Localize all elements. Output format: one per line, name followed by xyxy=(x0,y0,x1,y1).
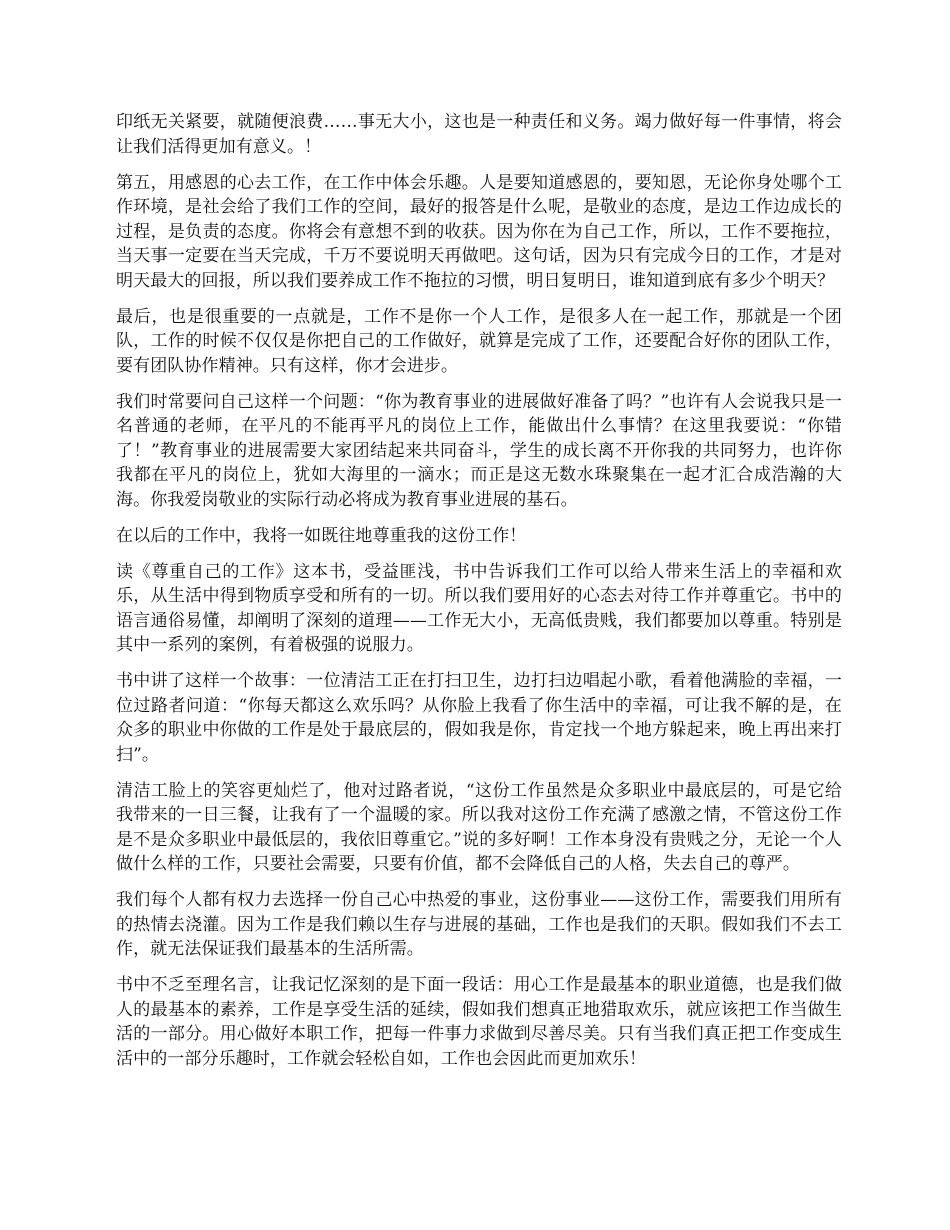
paragraph-5: 在以后的工作中，我将一如既往地尊重我的这份工作！ xyxy=(116,525,527,546)
paragraph-6: 读《尊重自己的工作》这本书，受益匪浅，书中告诉我们工作可以给人带来生活上的幸福和欢乐，从生活中得到物质享受和所有的一切。所以我们要用好的心态去对待工作并尊重它。书中的语言通俗易懂，却阐明了深刻的道理——工作无大小，无高低贵贱，我们都要加以尊重。特别是其中一系列的案例，有着极强的说服力。 xyxy=(116,561,842,655)
document-body xyxy=(116,110,842,1083)
paragraph-9: 我们每个人都有权力去选择一份自己心中热爱的事业，这份事业——这份工作，需要我们用所有的热情去浇灌。因为工作是我们赖以生存与进展的基础，工作也是我们的天职。假如我们不去工作，就无法保证我们最基本的生活所需。 xyxy=(116,890,842,959)
paragraph-4: 我们时常要问自己这样一个问题：“你为教育事业的进展做好准备了吗？”也许有人会说我只是一名普通的老师，在平凡的不能再平凡的岗位上工作，能做出什么事情？在这里我要说：“你错了！”教育事业的进展需要大家团结起来共同奋斗，学生的成长离不开你我的共同努力，也许你我都在平凡的岗位上，犹如大海里的一滴水；而正是这无数水珠聚集在一起才汇合成浩瀚的大海。你我爱岗敬业的实际行动必将成为教育事业进展的基石。 xyxy=(116,391,842,510)
paragraph-8: 清洁工脸上的笑容更灿烂了，他对过路者说，“这份工作虽然是众多职业中最底层的，可是它给我带来的一日三餐，让我有了一个温暖的家。所以我对这份工作充满了感激之情，不管这份工作是不是众多职业中最低层的，我依旧尊重它。”说的多好啊！工作本身没有贵贱之分，无论一个人做什么样的工作，只要社会需要，只要有价值，都不会降低自己的人格，失去自己的尊严。 xyxy=(116,780,842,874)
paragraph-3: 最后，也是很重要的一点就是，工作不是你一个人工作，是很多人在一起工作，那就是一个团队，工作的时候不仅仅是你把自己的工作做好，就算是完成了工作，还要配合好你的团队工作，要有团队协作精神。只有这样，你才会进步。 xyxy=(116,306,842,376)
paragraph-2: 第五，用感恩的心去工作，在工作中体会乐趣。人是要知道感恩的，要知恩，无论你身处哪个工作环境，是社会给了我们工作的空间，最好的报答是什么呢，是敬业的态度，是边工作边成长的过程，是负责的态度。你将会有意想不到的收获。因为你在为自己工作，所以，工作不要拖拉，当天事一定要在当天完成，千万不要说明天再做吧。这句话，因为只有完成今日的工作，才是对明天最大的回报，所以我们要养成工作不拖拉的习惯，明日复明日，谁知道到底有多少个明天？ xyxy=(116,172,842,291)
paragraph-1: 印纸无关紧要，就随便浪费……事无大小，这也是一种责任和义务。竭力做好每一件事情，将会让我们活得更加有意义。！ xyxy=(116,112,842,157)
paragraph-7: 书中讲了这样一个故事：一位清洁工正在打扫卫生，边打扫边唱起小歌，看着他满脸的幸福，一位过路者问道：“你每天都这么欢乐吗？从你脸上我看了你生活中的幸福，可让我不解的是，在众多的职业中你做的工作是处于最底层的，假如我是你，肯定找一个地方躲起来，晚上再出来打扫”。 xyxy=(116,671,842,765)
paragraph-10: 书中不乏至理名言，让我记忆深刻的是下面一段话：用心工作是最基本的职业道德，也是我们做人的最基本的素养，工作是享受生活的延续，假如我们想真正地猎取欢乐，就应该把工作当做生活的一部分。用心做好本职工作，把每一件事力求做到尽善尽美。只有当我们真正把工作变成生活中的一部分乐趣时，工作就会轻松自如，工作也会因此而更加欢乐！ xyxy=(116,975,842,1069)
